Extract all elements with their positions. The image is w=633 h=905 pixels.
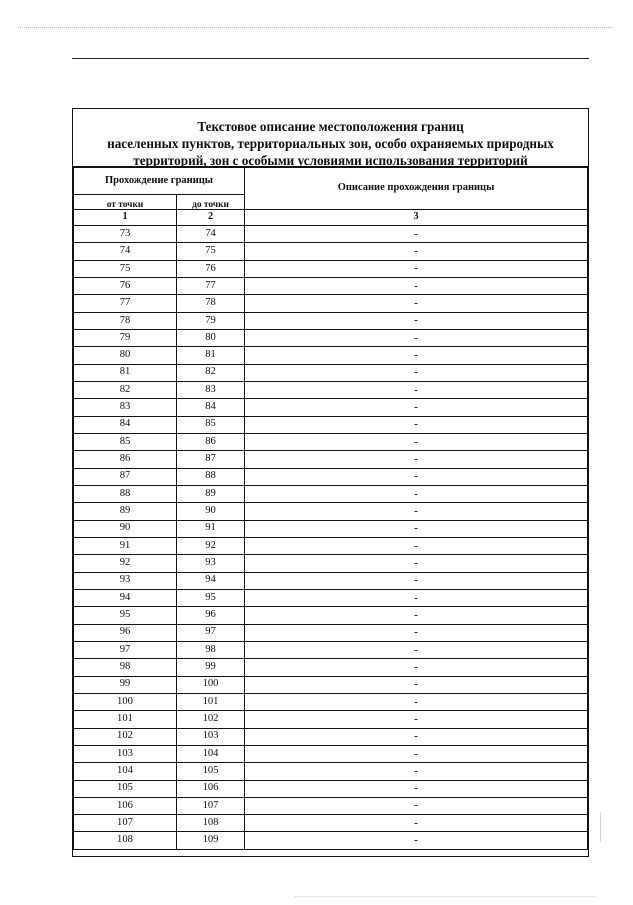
table-row xyxy=(74,503,588,520)
to-point-cell: 95 xyxy=(177,589,245,606)
table-row xyxy=(74,226,588,243)
from-point-cell: 83 xyxy=(74,399,177,416)
to-point-cell: 99 xyxy=(177,659,245,676)
from-point-cell: 85 xyxy=(74,433,177,450)
from-point-cell: 94 xyxy=(74,589,177,606)
to-point-cell: 104 xyxy=(177,745,245,762)
table-header xyxy=(74,168,588,226)
to-point-cell: 83 xyxy=(177,381,245,398)
to-point-cell: 81 xyxy=(177,347,245,364)
description-cell: - xyxy=(245,659,588,676)
from-point-cell: 81 xyxy=(74,364,177,381)
to-point-cell: 89 xyxy=(177,485,245,502)
table-row xyxy=(74,381,588,398)
description-cell: - xyxy=(245,745,588,762)
to-point-cell: 76 xyxy=(177,260,245,277)
to-point-cell: 109 xyxy=(177,832,245,849)
description-cell: - xyxy=(245,503,588,520)
table-row xyxy=(74,641,588,658)
from-point-cell: 78 xyxy=(74,312,177,329)
to-point-cell: 88 xyxy=(177,468,245,485)
from-point-cell: 97 xyxy=(74,641,177,658)
table-row xyxy=(74,555,588,572)
to-point-cell: 98 xyxy=(177,641,245,658)
to-point-cell: 92 xyxy=(177,537,245,554)
scan-noise-top xyxy=(18,27,613,32)
to-point-cell: 90 xyxy=(177,503,245,520)
to-point-cell: 96 xyxy=(177,607,245,624)
table-row xyxy=(74,364,588,381)
table-row xyxy=(74,433,588,450)
boundary-table xyxy=(73,167,588,850)
from-point-cell: 89 xyxy=(74,503,177,520)
description-cell: - xyxy=(245,641,588,658)
to-point-cell: 84 xyxy=(177,399,245,416)
description-cell: - xyxy=(245,780,588,797)
to-point-cell: 94 xyxy=(177,572,245,589)
to-point-header: до точки xyxy=(177,195,245,210)
table-row xyxy=(74,693,588,710)
from-point-cell: 82 xyxy=(74,381,177,398)
table-row xyxy=(74,416,588,433)
table-row xyxy=(74,329,588,346)
to-point-cell: 85 xyxy=(177,416,245,433)
description-cell: - xyxy=(245,329,588,346)
title-line-2: населенных пунктов, территориальных зон, особо охраняемых природных xyxy=(107,136,554,151)
to-point-cell: 77 xyxy=(177,277,245,294)
from-point-cell: 76 xyxy=(74,277,177,294)
description-cell: - xyxy=(245,711,588,728)
title-line-1: Текстовое описание местоположения границ xyxy=(197,119,464,134)
table-row xyxy=(74,711,588,728)
description-cell: - xyxy=(245,416,588,433)
table-row xyxy=(74,277,588,294)
from-point-cell: 74 xyxy=(74,243,177,260)
boundary-passage-header: Прохождение границы xyxy=(74,168,245,195)
description-cell: - xyxy=(245,399,588,416)
from-point-cell: 86 xyxy=(74,451,177,468)
to-point-cell: 97 xyxy=(177,624,245,641)
to-point-cell: 107 xyxy=(177,797,245,814)
description-cell: - xyxy=(245,520,588,537)
from-point-cell: 77 xyxy=(74,295,177,312)
description-cell: - xyxy=(245,815,588,832)
description-cell: - xyxy=(245,347,588,364)
description-cell: - xyxy=(245,624,588,641)
to-point-cell: 74 xyxy=(177,226,245,243)
description-cell: - xyxy=(245,433,588,450)
column-number-2: 2 xyxy=(177,210,245,226)
to-point-cell: 79 xyxy=(177,312,245,329)
table-row xyxy=(74,295,588,312)
from-point-cell: 80 xyxy=(74,347,177,364)
from-point-cell: 92 xyxy=(74,555,177,572)
table-row xyxy=(74,572,588,589)
scan-noise-bottom xyxy=(295,896,595,899)
table-body xyxy=(74,226,588,850)
table-row xyxy=(74,797,588,814)
column-number-3: 3 xyxy=(245,210,588,226)
description-cell: - xyxy=(245,226,588,243)
description-cell: - xyxy=(245,381,588,398)
from-point-cell: 105 xyxy=(74,780,177,797)
to-point-cell: 100 xyxy=(177,676,245,693)
from-point-cell: 101 xyxy=(74,711,177,728)
to-point-cell: 105 xyxy=(177,763,245,780)
table-row xyxy=(74,399,588,416)
description-cell: - xyxy=(245,572,588,589)
from-point-cell: 79 xyxy=(74,329,177,346)
from-point-cell: 100 xyxy=(74,693,177,710)
to-point-cell: 86 xyxy=(177,433,245,450)
table-row xyxy=(74,659,588,676)
description-cell: - xyxy=(245,832,588,849)
description-cell: - xyxy=(245,797,588,814)
description-cell: - xyxy=(245,295,588,312)
description-cell: - xyxy=(245,763,588,780)
from-point-cell: 107 xyxy=(74,815,177,832)
scan-side-mark xyxy=(600,812,601,842)
from-point-cell: 99 xyxy=(74,676,177,693)
description-cell: - xyxy=(245,607,588,624)
table-row xyxy=(74,243,588,260)
description-cell: - xyxy=(245,676,588,693)
description-cell: - xyxy=(245,451,588,468)
from-point-cell: 88 xyxy=(74,485,177,502)
description-header: Описание прохождения границы xyxy=(245,168,588,210)
table-row xyxy=(74,780,588,797)
table-row xyxy=(74,468,588,485)
description-cell: - xyxy=(245,312,588,329)
to-point-cell: 93 xyxy=(177,555,245,572)
from-point-cell: 98 xyxy=(74,659,177,676)
from-point-cell: 75 xyxy=(74,260,177,277)
table-row xyxy=(74,624,588,641)
description-cell: - xyxy=(245,589,588,606)
to-point-cell: 91 xyxy=(177,520,245,537)
from-point-cell: 96 xyxy=(74,624,177,641)
description-cell: - xyxy=(245,243,588,260)
from-point-cell: 91 xyxy=(74,537,177,554)
to-point-cell: 87 xyxy=(177,451,245,468)
table-row xyxy=(74,676,588,693)
document-title xyxy=(73,109,588,167)
to-point-cell: 103 xyxy=(177,728,245,745)
to-point-cell: 101 xyxy=(177,693,245,710)
to-point-cell: 78 xyxy=(177,295,245,312)
boundary-table-box xyxy=(72,108,589,857)
description-cell: - xyxy=(245,728,588,745)
from-point-cell: 73 xyxy=(74,226,177,243)
to-point-cell: 102 xyxy=(177,711,245,728)
table-row xyxy=(74,589,588,606)
table-row xyxy=(74,745,588,762)
description-cell: - xyxy=(245,555,588,572)
from-point-cell: 90 xyxy=(74,520,177,537)
title-line-3: территорий, зон с особыми условиями использования территорий xyxy=(133,153,528,168)
from-point-cell: 104 xyxy=(74,763,177,780)
description-cell: - xyxy=(245,364,588,381)
table-row xyxy=(74,763,588,780)
table-row xyxy=(74,520,588,537)
description-cell: - xyxy=(245,468,588,485)
from-point-cell: 84 xyxy=(74,416,177,433)
description-cell: - xyxy=(245,277,588,294)
column-number-1: 1 xyxy=(74,210,177,226)
to-point-cell: 108 xyxy=(177,815,245,832)
to-point-cell: 75 xyxy=(177,243,245,260)
from-point-header: от точки xyxy=(74,195,177,210)
description-cell: - xyxy=(245,537,588,554)
from-point-cell: 102 xyxy=(74,728,177,745)
table-row xyxy=(74,728,588,745)
from-point-cell: 106 xyxy=(74,797,177,814)
header-rule xyxy=(72,58,589,59)
from-point-cell: 93 xyxy=(74,572,177,589)
to-point-cell: 106 xyxy=(177,780,245,797)
table-row xyxy=(74,260,588,277)
from-point-cell: 103 xyxy=(74,745,177,762)
from-point-cell: 108 xyxy=(74,832,177,849)
table-row xyxy=(74,815,588,832)
table-row xyxy=(74,607,588,624)
table-row xyxy=(74,537,588,554)
from-point-cell: 95 xyxy=(74,607,177,624)
table-row xyxy=(74,451,588,468)
table-row xyxy=(74,485,588,502)
to-point-cell: 82 xyxy=(177,364,245,381)
table-row xyxy=(74,832,588,849)
description-cell: - xyxy=(245,693,588,710)
description-cell: - xyxy=(245,485,588,502)
to-point-cell: 80 xyxy=(177,329,245,346)
table-row xyxy=(74,312,588,329)
from-point-cell: 87 xyxy=(74,468,177,485)
table-row xyxy=(74,347,588,364)
description-cell: - xyxy=(245,260,588,277)
